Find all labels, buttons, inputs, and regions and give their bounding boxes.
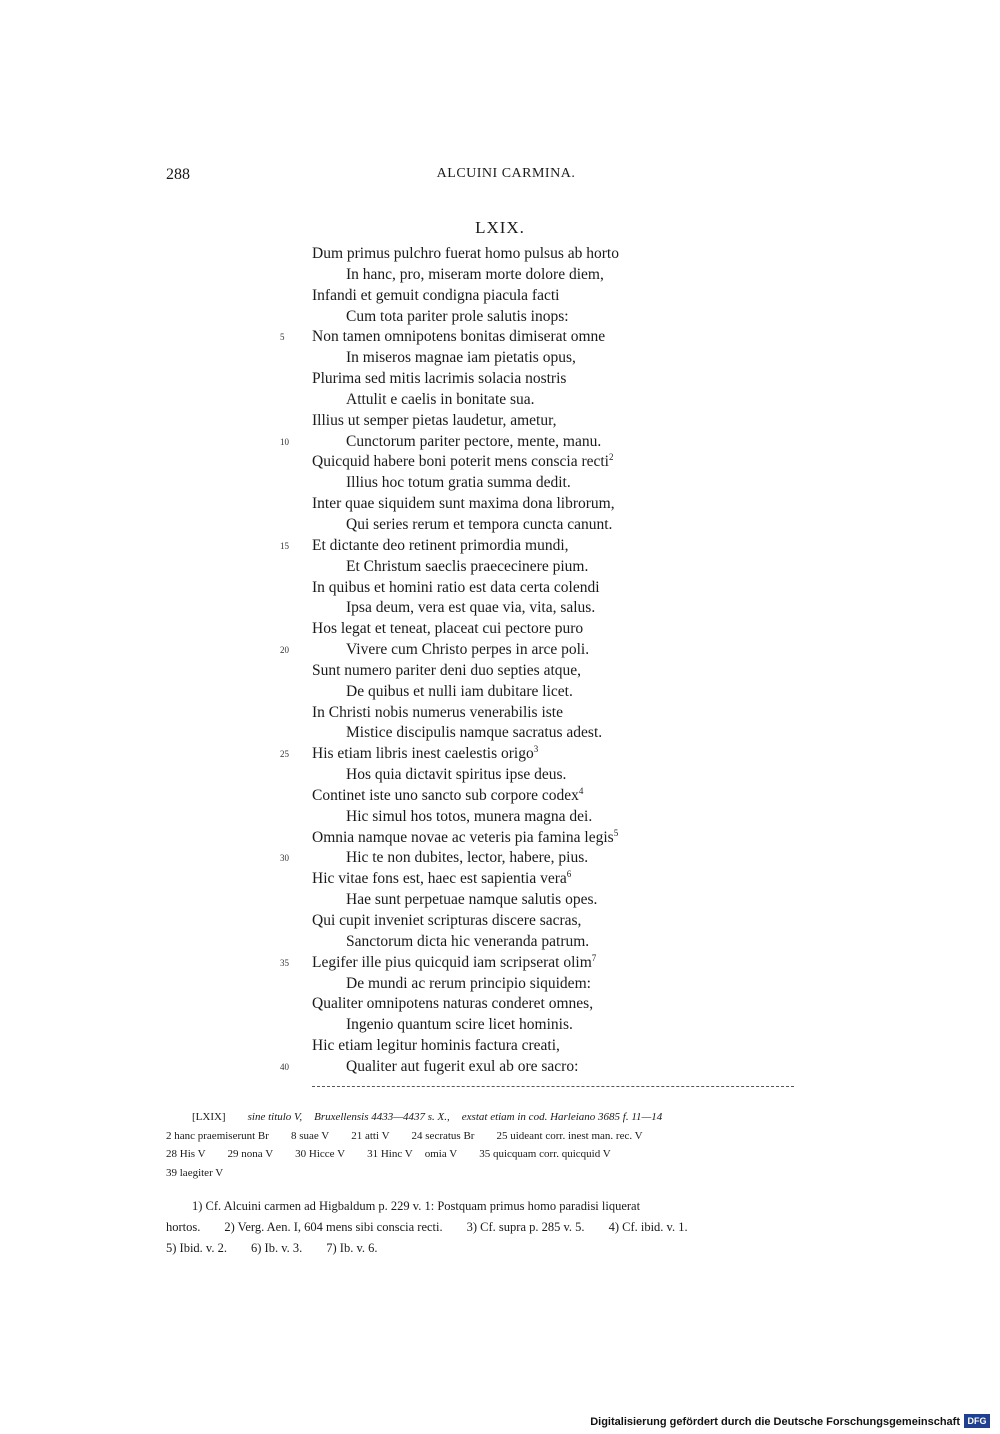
verse-words: Qui cupit inveniet scripturas discere sacras, <box>312 912 582 929</box>
poem-line <box>0 1057 1000 1078</box>
running-header <box>166 166 846 186</box>
verse-words: Illius hoc totum gratia summa dedit. <box>346 474 571 492</box>
poem-line <box>0 1015 1000 1036</box>
apparatus-entry: 39 laegiter V <box>166 1166 224 1179</box>
verse-words: In hanc, pro, miseram morte dolore diem, <box>346 265 604 283</box>
footnote-marker: 4 <box>578 785 584 796</box>
verse-text <box>312 452 613 473</box>
verse-words: Inter quae siquidem sunt maxima dona librorum, <box>312 495 615 513</box>
line-number: 30 <box>280 853 289 864</box>
verse-words: His etiam libris inest caelestis origo <box>312 745 534 763</box>
poem-line <box>0 327 1000 348</box>
verse-text <box>346 1057 578 1078</box>
page-number: 288 <box>166 166 190 183</box>
verse-text <box>312 244 619 265</box>
verse-words: Legifer ille pius quicquid iam scripserat olim <box>312 953 592 971</box>
line-number: 20 <box>280 645 289 656</box>
poem-line <box>0 744 1000 765</box>
credit-text: Digitalisierung gefördert durch die Deutsche Forschungsgemeinschaft <box>590 1416 960 1428</box>
footnote-line: 1) Cf. Alcuini carmen ad Higbaldum p. 229 v. 1: Postquam primus homo paradisi liquerat <box>192 1199 641 1213</box>
verse-text <box>312 953 596 974</box>
verse-text <box>312 828 618 849</box>
verse-words: Hae sunt perpetuae namque salutis opes. <box>346 891 598 909</box>
poem-line <box>0 723 1000 744</box>
verse-words: Non tamen omnipotens bonitas dimiserat omne <box>312 328 606 346</box>
verse-words: Attulit e caelis in bonitate sua. <box>346 390 535 408</box>
verse-words: Dum primus pulchro fuerat homo pulsus ab horto <box>312 245 619 262</box>
verse-text <box>312 661 581 682</box>
poem-line <box>0 348 1000 369</box>
apparatus-row <box>166 1127 838 1146</box>
apparatus-entry: 31 Hinc V <box>367 1148 413 1160</box>
verse-words: Mistice discipulis namque sacratus adest. <box>346 724 603 742</box>
poem-line <box>0 452 1000 473</box>
verse-words: Ipsa deum, vera est quae via, vita, salus. <box>346 599 596 617</box>
apparatus-entry: 24 secratus Br <box>411 1129 475 1142</box>
verse-words: De mundi ac rerum principio siquidem: <box>346 974 591 992</box>
verse-text <box>312 703 563 724</box>
verse-text <box>346 265 604 286</box>
verse-words: Hic etiam legitur hominis factura creati, <box>312 1037 560 1055</box>
verse-text <box>312 744 538 765</box>
line-number: 5 <box>280 332 285 343</box>
poem-line <box>0 619 1000 640</box>
apparatus-entry: omia V <box>424 1148 458 1160</box>
poem-line <box>0 828 1000 849</box>
footnotes <box>166 1196 838 1259</box>
verse-text <box>346 723 602 744</box>
poem-line <box>0 244 1000 265</box>
poem-line <box>0 682 1000 703</box>
verse-words: In Christi nobis numerus venerabilis iste <box>312 703 563 721</box>
verse-words: Omnia namque novae ac veteris pia famina legis <box>312 828 614 846</box>
footnote-item: 7) Ib. v. 6. <box>326 1241 378 1255</box>
verse-text <box>346 307 569 328</box>
verse-text <box>346 807 592 828</box>
verse-words: Hos quia dictavit spiritus ipse deus. <box>346 766 567 784</box>
verse-text <box>346 682 573 703</box>
verse-words: In quibus et homini ratio est data certa colendi <box>312 578 600 596</box>
verse-words: Hic te non dubites, lector, habere, pius. <box>346 849 589 867</box>
verse-words: Hic vitae fons est, haec est sapientia vera <box>312 870 567 888</box>
poem-line <box>0 911 1000 932</box>
footnote-item: 2) Verg. Aen. I, 604 mens sibi conscia recti. <box>224 1220 443 1234</box>
apparatus-entry: 29 nona V <box>227 1148 274 1160</box>
poem-line <box>0 974 1000 995</box>
footnote-marker: 3 <box>533 744 539 755</box>
verse-text <box>312 369 566 390</box>
footnote-marker: 7 <box>591 952 597 963</box>
verse-words: Et dictante deo retinent primordia mundi, <box>312 536 569 554</box>
apparatus-entry: 21 atti V <box>351 1129 390 1142</box>
poem-line <box>0 786 1000 807</box>
verse-text <box>346 390 535 411</box>
poem-line <box>0 661 1000 682</box>
verse-text <box>312 327 605 348</box>
footnote-item: 6) Ib. v. 3. <box>251 1241 303 1255</box>
poem-line <box>0 1036 1000 1057</box>
verse-words: Continet iste uno sancto sub corpore codex <box>312 786 579 804</box>
poem-line <box>0 473 1000 494</box>
verse-words: Sanctorum dicta hic veneranda patrum. <box>346 932 590 950</box>
poem-line <box>0 932 1000 953</box>
verse-text <box>312 494 615 515</box>
verse-text <box>312 869 571 890</box>
verse-words: Sunt numero pariter deni duo septies atque, <box>312 661 582 679</box>
poem-line <box>0 536 1000 557</box>
verse-text <box>346 348 576 369</box>
apparatus-entry: 28 His V <box>166 1148 206 1160</box>
apparatus-row <box>166 1108 838 1127</box>
poem-line <box>0 307 1000 328</box>
poem-line <box>0 578 1000 599</box>
verse-text <box>346 974 591 995</box>
footnote-item: hortos. <box>166 1220 201 1234</box>
verse-words: Qualiter omnipotens naturas conderet omnes, <box>312 995 594 1013</box>
verse-text <box>312 1036 560 1057</box>
verse-text <box>312 411 557 432</box>
footnote-divider <box>312 1086 794 1087</box>
verse-text <box>346 640 589 661</box>
dfg-logo: DFG <box>964 1414 990 1428</box>
poem-line <box>0 765 1000 786</box>
critical-apparatus <box>166 1108 838 1182</box>
poem-line <box>0 953 1000 974</box>
poem-line <box>0 411 1000 432</box>
verse-words: Quicquid habere boni poterit mens conscia recti <box>312 453 609 471</box>
apparatus-entry: 35 quicquam corr. quicquid V <box>479 1148 611 1160</box>
footnote-item: 4) Cf. ibid. v. 1. <box>608 1220 688 1234</box>
line-number: 40 <box>280 1061 289 1072</box>
verse-text <box>312 578 600 599</box>
line-number: 10 <box>280 436 289 447</box>
verse-text <box>346 932 589 953</box>
poem-line <box>0 703 1000 724</box>
poem-line <box>0 890 1000 911</box>
apparatus-row <box>166 1164 838 1183</box>
verse-words: Ingenio quantum scire licet hominis. <box>346 1016 573 1034</box>
poem-line <box>0 557 1000 578</box>
apparatus-row <box>166 1145 838 1164</box>
verse-text <box>346 515 612 536</box>
verse-words: Plurima sed mitis lacrimis solacia nostris <box>312 370 567 388</box>
poem-line <box>0 432 1000 453</box>
footnote-line <box>166 1238 838 1259</box>
verse-text <box>312 619 583 640</box>
poem-line <box>0 598 1000 619</box>
apparatus-entry: 8 suae V <box>290 1129 330 1142</box>
poem-body <box>0 244 1000 1078</box>
poem-line <box>0 640 1000 661</box>
apparatus-entry: 2 hanc praemiserunt Br <box>166 1129 269 1142</box>
line-number: 15 <box>280 540 289 551</box>
poem-line <box>0 265 1000 286</box>
verse-words: Vivere cum Christo perpes in arce poli. <box>346 641 590 659</box>
poem-line <box>0 286 1000 307</box>
verse-words: Cum tota pariter prole salutis inops: <box>346 307 569 325</box>
verse-words: Illius ut semper pietas laudetur, ametur, <box>312 411 557 429</box>
apparatus-entry: 30 Hicce V <box>295 1148 346 1160</box>
footnote-line <box>166 1217 838 1238</box>
running-title: ALCUINI CARMINA. <box>436 166 576 181</box>
verse-words: Hos legat et teneat, placeat cui pectore puro <box>312 620 584 638</box>
footnote-item: 5) Ibid. v. 2. <box>166 1241 227 1255</box>
apparatus-entry: [LXIX] <box>192 1111 226 1123</box>
verse-text <box>312 994 593 1015</box>
poem-line <box>0 994 1000 1015</box>
digitization-credit <box>590 1414 990 1430</box>
verse-words: Infandi et gemuit condigna piacula facti <box>312 286 560 304</box>
poem-line <box>0 515 1000 536</box>
poem-line <box>0 807 1000 828</box>
line-number: 35 <box>280 957 289 968</box>
verse-text <box>346 765 566 786</box>
line-number: 25 <box>280 749 289 760</box>
poem-line <box>0 494 1000 515</box>
apparatus-entry: sine titulo V, <box>247 1111 303 1123</box>
verse-text <box>312 786 583 807</box>
verse-words: De quibus et nulli iam dubitare licet. <box>346 682 573 700</box>
poem-line <box>0 369 1000 390</box>
apparatus-entry: Bruxellensis 4433—4437 s. X., <box>314 1111 450 1123</box>
verse-words: Et Christum saeclis praececinere pium. <box>346 557 589 575</box>
verse-text <box>312 911 581 932</box>
verse-text <box>346 432 601 453</box>
footnote-marker: 5 <box>613 827 619 838</box>
poem-line <box>0 390 1000 411</box>
footnote-marker: 6 <box>566 869 572 880</box>
footnote-item: 3) Cf. supra p. 285 v. 5. <box>466 1220 585 1234</box>
verse-text <box>346 890 597 911</box>
verse-words: Qui series rerum et tempora cuncta canunt. <box>346 515 613 533</box>
poem-title: LXIX. <box>475 218 525 237</box>
poem-line <box>0 869 1000 890</box>
verse-text <box>346 473 571 494</box>
verse-text <box>346 1015 573 1036</box>
footnote-marker: 2 <box>608 452 614 463</box>
verse-words: Cunctorum pariter pectore, mente, manu. <box>346 432 602 450</box>
verse-text <box>346 848 588 869</box>
apparatus-entry: exstat etiam in cod. Harleiano 3685 f. 11—14 <box>461 1111 663 1123</box>
poem-line <box>0 848 1000 869</box>
verse-words: In miseros magnae iam pietatis opus, <box>346 349 576 367</box>
verse-words: Qualiter aut fugerit exul ab ore sacro: <box>346 1057 579 1075</box>
verse-text <box>312 286 559 307</box>
apparatus-entry: 25 uideant corr. inest man. rec. V <box>496 1129 643 1142</box>
verse-text <box>346 598 595 619</box>
verse-text <box>346 557 588 578</box>
verse-text <box>312 536 569 557</box>
verse-words: Hic simul hos totos, munera magna dei. <box>346 807 593 825</box>
